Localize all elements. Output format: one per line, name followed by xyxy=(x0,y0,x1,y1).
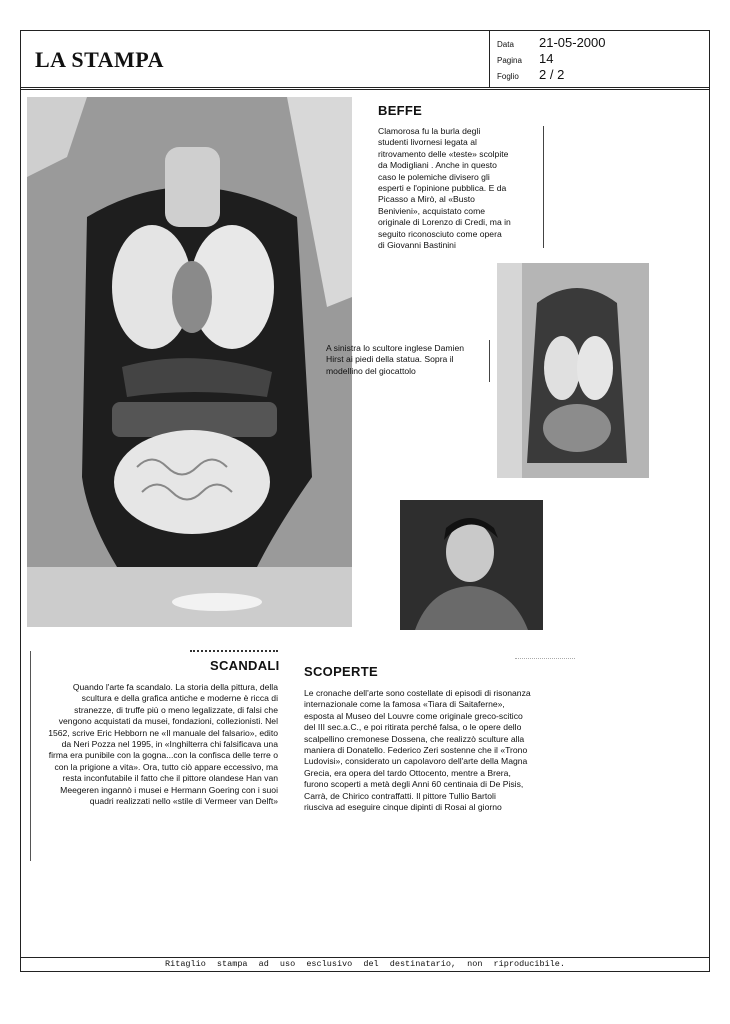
text-line: originale di Lorenzo di Credi, ma in xyxy=(378,217,511,228)
text-line: furono scoperti a metà degli Anni 60 centinaia di De Pisis, xyxy=(304,779,524,790)
anatomical-sculpture-photo xyxy=(27,97,352,627)
text-line: caso le polemiche divisero gli xyxy=(378,171,490,182)
text-line: seguito riconosciuto come opera xyxy=(378,228,502,239)
clipping-meta xyxy=(497,35,697,83)
section-title-beffe: BEFFE xyxy=(378,103,423,118)
section-title-scoperte: SCOPERTE xyxy=(304,664,378,679)
meta-value: 14 xyxy=(539,51,554,66)
text-line: internazionale come la famosa «Tiara di Saitaferne», xyxy=(304,699,505,710)
text-line: studenti livornesi legata al xyxy=(378,137,477,148)
meta-row-date xyxy=(497,35,697,51)
meta-row-sheet xyxy=(497,67,697,83)
text-line: Picasso a Mirò, al «Busto xyxy=(378,194,475,205)
text-line: Carrà, de Chirico contraffatti. Il pittore Tullio Bartoli xyxy=(304,790,496,801)
scandali-paragraph xyxy=(38,682,278,807)
decorative-rule xyxy=(190,650,278,655)
text-line: vengono acquistati da musei, fondazioni, collezionisti. Nel xyxy=(58,716,278,727)
text-line: modellino del giocattolo xyxy=(326,365,416,376)
text-line: esperti e l'opinione pubblica. E da xyxy=(378,183,507,194)
artist-portrait-photo xyxy=(400,500,543,630)
meta-value: 21-05-2000 xyxy=(539,35,606,50)
newspaper-name: LA STAMPA xyxy=(35,47,164,72)
text-line: firma era punibile con la gogna...con la confisca delle terre o xyxy=(48,750,278,761)
text-line: quadri realizzati nello «stile di Vermeer van Delft» xyxy=(89,796,278,807)
text-line: stranezze, di truffe più o meno legalizzate, di falsi che xyxy=(74,704,278,715)
section-title-scandali: SCANDALI xyxy=(210,658,280,673)
text-line: ritrovamento delle «teste» scolpite xyxy=(378,148,509,159)
text-line: di Giovanni Bastinini xyxy=(378,240,456,251)
footer-rule xyxy=(20,957,710,958)
text-line: con la prigione a vita». Ora, tutto ciò appare eccessivo, ma xyxy=(54,761,278,772)
text-line: del III sec.a.C., e poi ritirata perché falsa, o le opere dello xyxy=(304,722,522,733)
text-line: Le cronache dell'arte sono costellate di episodi di risonanza xyxy=(304,688,531,698)
photo-caption xyxy=(326,343,486,377)
masthead xyxy=(20,30,710,88)
beffe-paragraph xyxy=(378,126,538,251)
text-line: esposta al Museo del Louvre come originale greco-scitico xyxy=(304,710,523,721)
text-line: Meegeren ingannò i musei e Hermann Goering con i suoi xyxy=(60,784,278,795)
column-rule xyxy=(543,126,544,248)
text-line: Grecia, era opera del tardo Ottocento, mentre a Brera, xyxy=(304,767,511,778)
text-line: Ludovisi», considerato un capolavoro dell'arte della Magna xyxy=(304,756,528,767)
text-line: Quando l'arte fa scandalo. La storia della pittura, della xyxy=(72,682,278,692)
text-line: da Modigliani . Anche in questo xyxy=(378,160,497,171)
meta-label: Foglio xyxy=(497,72,519,81)
meta-row-page xyxy=(497,51,697,67)
text-line: Clamorosa fu la burla degli xyxy=(378,126,481,136)
text-line: Hirst ai piedi della statua. Sopra il xyxy=(326,354,454,365)
text-line: A sinistra lo scultore inglese Damien xyxy=(326,343,465,353)
meta-label: Data xyxy=(497,40,514,49)
caption-rule xyxy=(489,340,490,382)
toy-model-photo xyxy=(497,263,649,478)
text-line: scultura e della grafica antiche e moderne è ricca di xyxy=(81,693,278,704)
text-line: scalpellino cremonese Dossena, che realizzò sculture alla xyxy=(304,733,525,744)
text-line: Benivieni», acquistato come xyxy=(378,205,486,216)
column-rule xyxy=(30,651,31,861)
scoperte-paragraph xyxy=(304,688,584,813)
meta-value: 2 / 2 xyxy=(539,67,565,82)
header-rule xyxy=(20,89,710,90)
clipping-notice: Ritaglio stampa ad uso esclusivo del destinatario, non riproducibile. xyxy=(165,959,565,969)
text-line: da Neri Pozza nel 1995, in «Inghilterra chi falsificava una xyxy=(61,739,278,750)
header-divider xyxy=(489,31,490,87)
text-line: maniera di Donatello. Federico Zeri sostenne che il «Trono xyxy=(304,745,528,756)
text-line: resta inconfutabile il fatto che il pittore olandese Han van xyxy=(62,773,278,784)
text-line: 1562, scrive Eric Hebborn ne «Il manuale del falsario», edito xyxy=(48,727,278,738)
text-line: riusciva ad eseguire cinque dipinti di Rosai al giorno xyxy=(304,802,502,813)
decorative-rule xyxy=(515,658,575,661)
meta-label: Pagina xyxy=(497,56,522,65)
